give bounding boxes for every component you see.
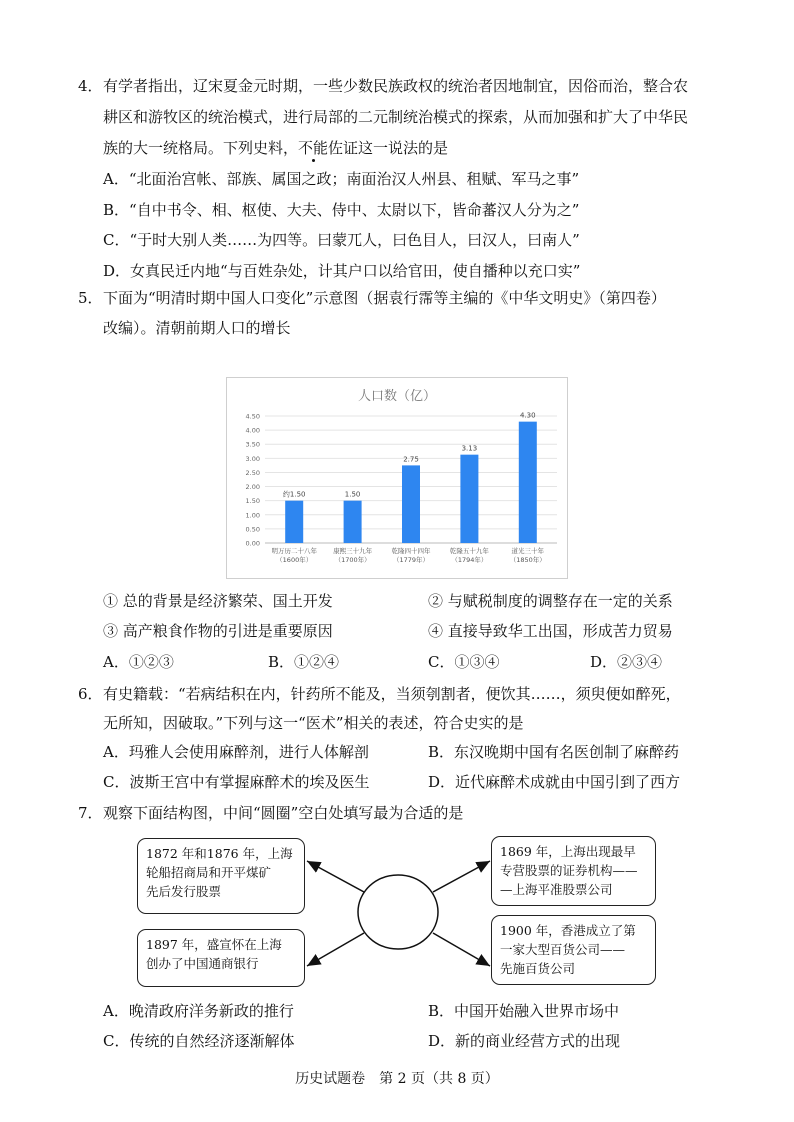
- y-tick-label: 1.50: [245, 497, 260, 506]
- q5-stem-line1: 下面为“明清时期中国人口变化”示意图（据袁行霈等主编的《中华文明史》（第四卷）: [103, 289, 666, 307]
- structure-diagram-arrows: [0, 820, 794, 1000]
- data-label: 1.50: [344, 490, 361, 499]
- x-tick-label: 道光三十年: [511, 547, 545, 555]
- q5-statement-3: ③ 高产粮食作物的引进是重要原因: [103, 622, 333, 640]
- data-label: 约1.50: [282, 490, 306, 499]
- bar: [402, 465, 420, 543]
- x-tick-label: 乾隆五十九年: [449, 547, 489, 555]
- bar: [344, 501, 362, 543]
- x-tick-year: （1600年）: [276, 556, 313, 564]
- y-tick-label: 2.00: [245, 483, 260, 492]
- box-top-right-line2: 专营股票的证券机构——: [500, 863, 638, 878]
- q4-option-c[interactable]: C．“于时大别人类……为四等。曰蒙兀人，曰色目人，曰汉人，曰南人”: [103, 231, 580, 249]
- x-tick-label: 明万历二十八年: [271, 547, 317, 555]
- q5-statement-1: ① 总的背景是经济繁荣、国土开发: [103, 592, 333, 610]
- y-tick-label: 3.50: [245, 440, 260, 449]
- box-top-right-line3: —上海平准股票公司: [500, 882, 613, 897]
- box-bottom-right-line3: 先施百货公司: [500, 961, 576, 976]
- data-label: 2.75: [403, 455, 419, 464]
- bar: [460, 455, 478, 543]
- q5-statement-2: ② 与赋税制度的调整存在一定的关系: [428, 592, 673, 610]
- population-chart-svg: [227, 378, 567, 578]
- box-bottom-left-line2: 创办了中国通商银行: [146, 956, 259, 971]
- box-bottom-left-line1: 1897 年，盛宣怀在上海: [146, 937, 282, 952]
- q4-option-d[interactable]: D．女真民迁内地“与百姓杂处，计其户口以给官田，使自播种以充口实”: [103, 262, 581, 280]
- q7-option-a[interactable]: A．晚清政府洋务新政的推行: [103, 1002, 294, 1020]
- arrow-top-right: [433, 861, 490, 892]
- q4-option-b[interactable]: B．“自中书令、相、枢使、大夫、侍中、太尉以下，皆命蕃汉人分为之”: [103, 201, 580, 219]
- x-tick-year: （1850年）: [509, 556, 546, 564]
- q5-stem-line2: 改编）。清朝前期人口的增长: [103, 319, 291, 337]
- bar: [519, 422, 537, 543]
- y-tick-label: 1.00: [245, 511, 260, 520]
- bar: [285, 501, 303, 543]
- x-tick-year: （1794年）: [451, 556, 488, 564]
- q6-stem-line1: 有史籍载：“若病结积在内，针药所不能及，当须刳割者，便饮其……，须臾便如醉死，: [103, 685, 681, 703]
- data-label: 4.30: [520, 411, 536, 420]
- data-label: 3.13: [461, 444, 478, 453]
- q6-option-c[interactable]: C．波斯王宫中有掌握麻醉术的埃及医生: [103, 773, 370, 791]
- q6-option-d[interactable]: D．近代麻醉术成就由中国引到了西方: [428, 773, 681, 791]
- q4-option-a[interactable]: A．“北面治宫帐、部族、属国之政；南面治汉人州县、租赋、军马之事”: [103, 170, 580, 188]
- x-tick-label: 乾隆四十四年: [391, 547, 431, 555]
- q5-option-b[interactable]: B．①②④: [268, 653, 340, 671]
- q6-number: 6．: [78, 685, 103, 703]
- q6-stem-line2: 无所知，因破取。”下列与这一“医术”相关的表述，符合史实的是: [103, 714, 524, 732]
- box-top-left-line3: 先后发行股票: [146, 884, 222, 899]
- box-bottom-right-line1: 1900 年，香港成立了第: [500, 923, 636, 938]
- x-tick-label: 康熙三十九年: [333, 547, 373, 555]
- y-tick-label: 0.50: [245, 525, 260, 534]
- population-chart: [226, 377, 568, 579]
- box-top-left-line2: 轮船招商局和开平煤矿: [146, 865, 272, 880]
- q5-number: 5．: [78, 289, 103, 307]
- y-tick-label: 0.00: [245, 539, 260, 548]
- q4-stem-line2: 耕区和游牧区的统治模式，进行局部的二元制统治模式的探索，从而加强和扩大了中华民: [103, 108, 689, 126]
- box-top-right: [491, 836, 656, 906]
- q7-number: 7．: [78, 804, 103, 822]
- center-circle[interactable]: [358, 875, 438, 949]
- q4-emphasis: 不能: [298, 139, 329, 157]
- x-tick-year: （1779年）: [392, 556, 430, 564]
- q5-option-c[interactable]: C．①③④: [428, 653, 500, 671]
- q4-stem-text: 族的大一统格局。下列史料，: [103, 139, 299, 157]
- y-tick-label: 4.50: [245, 412, 260, 421]
- box-bottom-left: [137, 929, 305, 987]
- x-tick-year: （1700年）: [334, 556, 371, 564]
- arrow-bottom-left: [307, 933, 364, 966]
- q6-option-b[interactable]: B．东汉晚期中国有名医创制了麻醉药: [428, 743, 680, 761]
- chart-title: 人口数（亿）: [357, 389, 437, 404]
- q7-stem: 观察下面结构图，中间“圆圈”空白处填写最为合适的是: [103, 804, 464, 822]
- box-bottom-right: [491, 915, 656, 985]
- arrow-top-left: [307, 861, 364, 892]
- q7-option-d[interactable]: D．新的商业经营方式的出现: [428, 1032, 621, 1050]
- page-footer: 历史试题卷 第 2 页（共 8 页）: [295, 1071, 499, 1087]
- q7-option-b[interactable]: B．中国开始融入世界市场中: [428, 1002, 620, 1020]
- q5-option-a[interactable]: A．①②③: [103, 653, 174, 671]
- box-bottom-right-line2: 一家大型百货公司——: [500, 942, 626, 957]
- y-tick-label: 2.50: [245, 468, 260, 477]
- q7-option-c[interactable]: C．传统的自然经济逐渐解体: [103, 1032, 295, 1050]
- box-top-right-line1: 1869 年，上海出现最早: [500, 844, 636, 859]
- q5-statement-4: ④ 直接导致华工出国，形成苦力贸易: [428, 622, 673, 640]
- q6-option-a[interactable]: A．玛雅人会使用麻醉剂，进行人体解剖: [103, 743, 369, 761]
- q4-stem-tail: 佐证这一说法的是: [328, 139, 449, 157]
- y-tick-label: 3.00: [245, 454, 260, 463]
- q4-number: 4．: [78, 77, 103, 95]
- arrow-bottom-right: [433, 933, 490, 966]
- y-tick-label: 4.00: [245, 426, 260, 435]
- q4-stem-line3: [103, 138, 448, 158]
- box-top-left: [137, 838, 305, 914]
- q4-stem-line1: 有学者指出，辽宋夏金元时期，一些少数民族政权的统治者因地制宜，因俗而治，整合农: [103, 77, 689, 95]
- box-top-left-line1: 1872 年和1876 年，上海: [146, 846, 293, 861]
- q5-option-d[interactable]: D．②③④: [590, 653, 663, 671]
